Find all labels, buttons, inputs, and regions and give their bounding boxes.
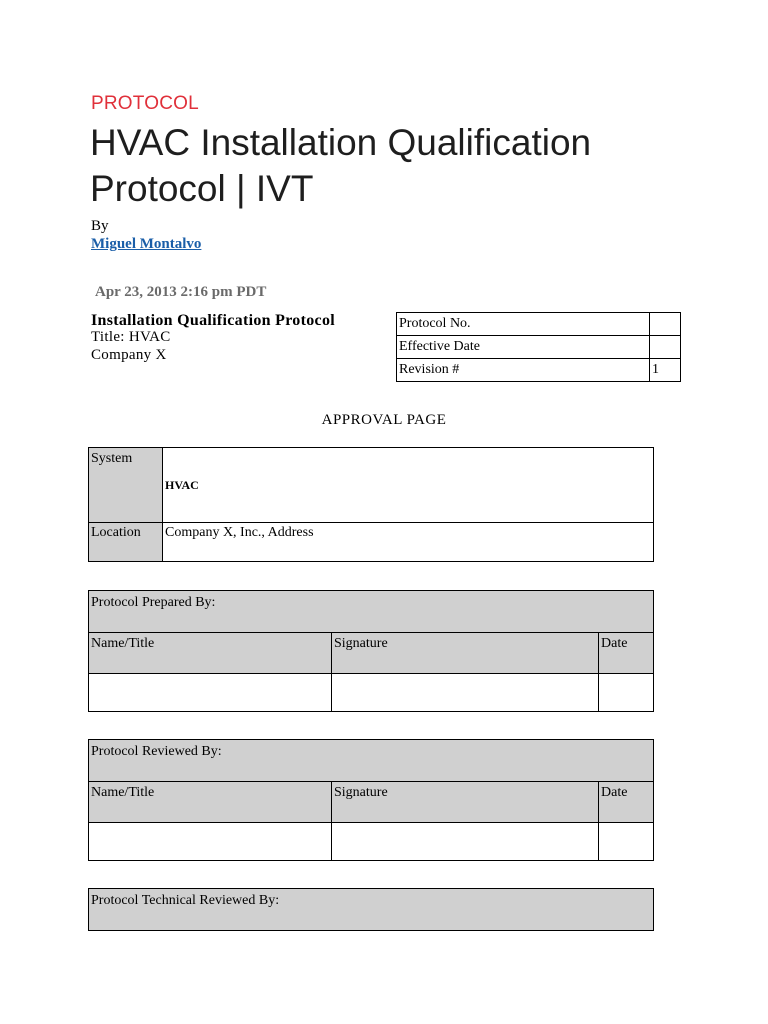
table-row [397, 336, 681, 359]
signature-cell [332, 674, 599, 712]
category-label: PROTOCOL [91, 93, 199, 114]
reviewed-by-title: Protocol Reviewed By: [89, 740, 654, 782]
name-title-header: Name/Title [89, 782, 332, 823]
revision-label: Revision # [397, 359, 650, 382]
date-cell [599, 674, 654, 712]
table-row [89, 889, 654, 931]
revision-value: 1 [650, 359, 681, 382]
byline-label: By [91, 218, 109, 234]
protocol-company-line: Company X [91, 347, 167, 363]
name-title-cell [89, 823, 332, 861]
reviewed-by-table [88, 739, 654, 861]
technical-reviewed-by-title: Protocol Technical Reviewed By: [89, 889, 654, 931]
system-label: System [89, 448, 163, 523]
table-row [89, 523, 654, 562]
name-title-cell [89, 674, 332, 712]
effective-date-value [650, 336, 681, 359]
table-row [89, 823, 654, 861]
technical-reviewed-by-table [88, 888, 654, 931]
table-row [89, 740, 654, 782]
table-row [397, 313, 681, 336]
prepared-by-title: Protocol Prepared By: [89, 591, 654, 633]
signature-header: Signature [332, 633, 599, 674]
location-label: Location [89, 523, 163, 562]
name-title-header: Name/Title [89, 633, 332, 674]
table-row [89, 448, 654, 523]
signature-cell [332, 823, 599, 861]
table-row [89, 591, 654, 633]
prepared-by-table [88, 590, 654, 712]
protocol-info-table [396, 312, 681, 382]
system-table [88, 447, 654, 562]
date-header: Date [599, 782, 654, 823]
location-value: Company X, Inc., Address [163, 523, 654, 562]
effective-date-label: Effective Date [397, 336, 650, 359]
table-row [89, 633, 654, 674]
date-cell [599, 823, 654, 861]
system-value: HVAC [163, 448, 654, 523]
date-header: Date [599, 633, 654, 674]
protocol-no-value [650, 313, 681, 336]
page-title: HVAC Installation Qualification Protocol | IVT [90, 122, 592, 209]
approval-heading: APPROVAL PAGE [321, 412, 447, 428]
table-row [397, 359, 681, 382]
protocol-no-label: Protocol No. [397, 313, 650, 336]
signature-header: Signature [332, 782, 599, 823]
author-link[interactable]: Miguel Montalvo [91, 236, 202, 252]
protocol-heading: Installation Qualification Protocol [91, 312, 335, 329]
publish-date: Apr 23, 2013 2:16 pm PDT [95, 284, 267, 300]
protocol-title-line: Title: HVAC [91, 329, 171, 345]
table-row [89, 674, 654, 712]
table-row [89, 782, 654, 823]
